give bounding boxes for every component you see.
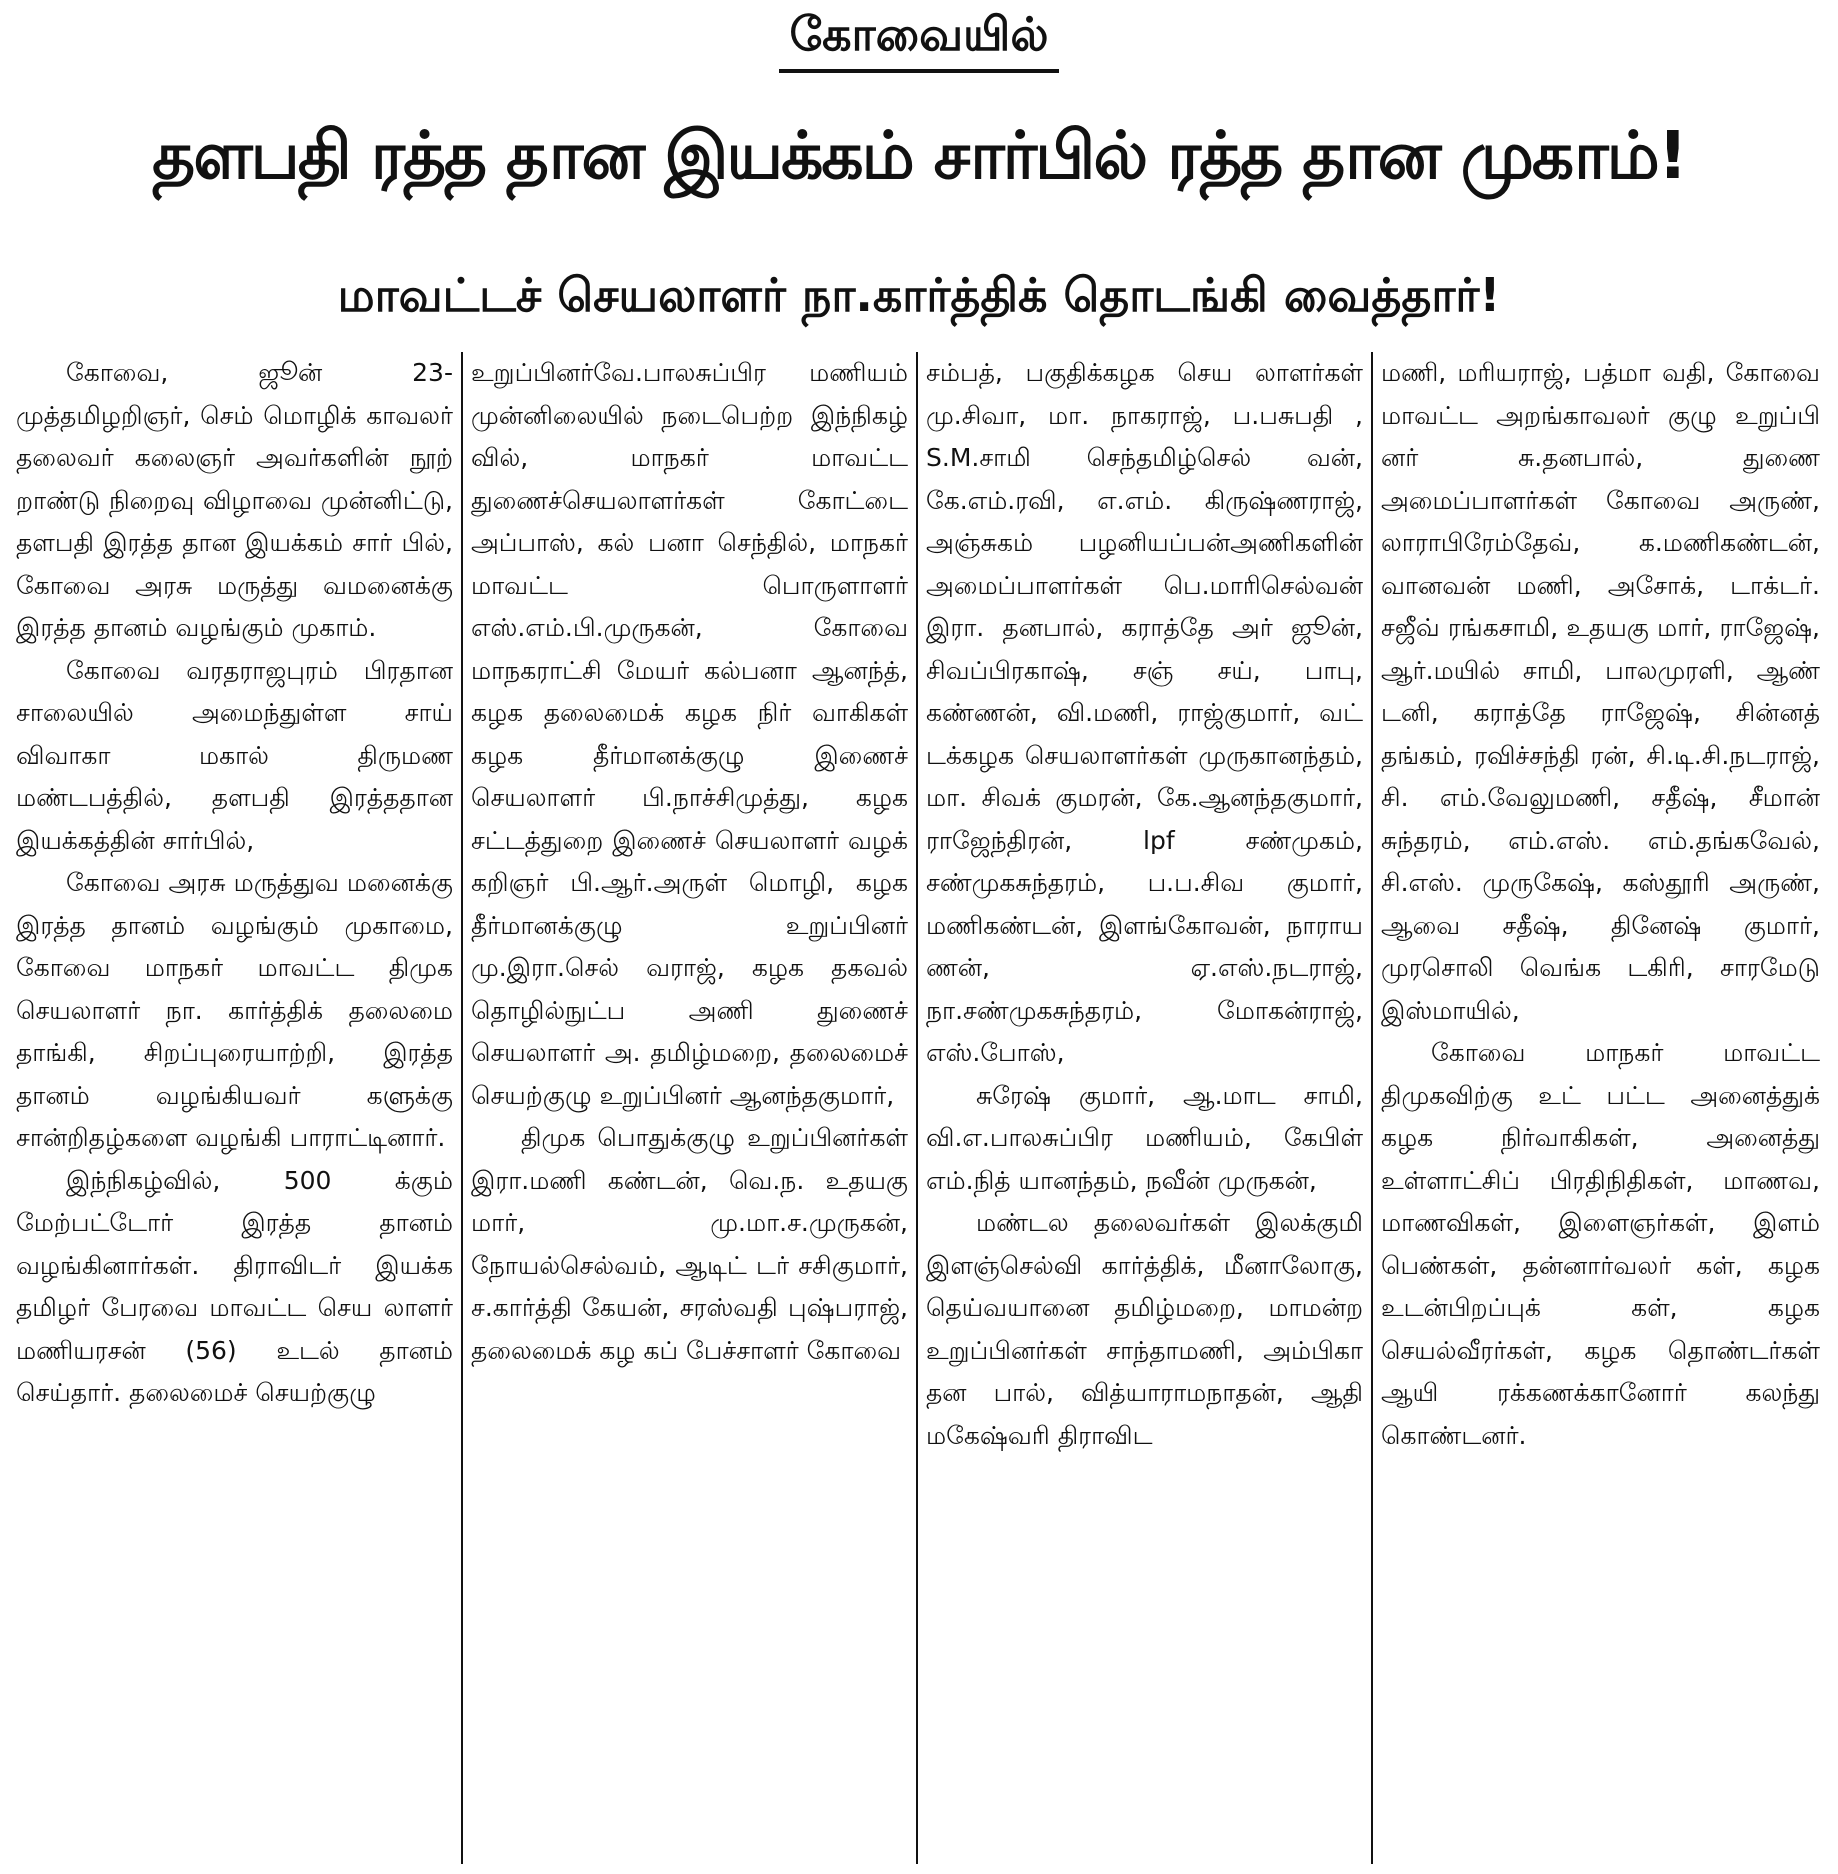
column-4 xyxy=(1373,352,1828,1864)
paragraph: மணி, மரியராஜ், பத்மா வதி, கோவை மாவட்ட அறங்காவலர் குழு உறுப்பி னர் சு.தனபால், துணை அமைப்பாளர்கள் கோவை அருண், லாராபிரேம்தேவ், க.மணிகண்டன், வானவன் மணி, அசோக், டாக்டர். சஜீவ் ரங்கசாமி, உதயகு மார், ராஜேஷ், ஆர்.மயில் சாமி, பாலமுரளி, ஆண் டனி, கராத்தே ராஜேஷ், சின்னத் தங்கம், ரவிச்சந்தி ரன், சி.டி.சி.நடராஜ், சி. எம்.வேலுமணி, சதீஷ், சீமான் சுந்தரம், எம்.எஸ். எம்.தங்கவேல், சி.எஸ். முருகேஷ், கஸ்தூரி அருண், ஆவை சதீஷ், தினேஷ் குமார், முரசொலி வெங்க டகிரி, சாரமேடு இஸ்மாயில், xyxy=(1381,358,1820,1025)
paragraph: இந்நிகழ்வில், 500 க்கும் மேற்பட்டோர் இரத்த தானம் வழங்கினார்கள். திராவிடர் இயக்க தமிழர் பேரவை மாவட்ட செய லாளர் மணியரசன் (56) உடல் தானம் செய்தார். தலைமைச் செயற்குழு xyxy=(16,1165,453,1407)
article-body xyxy=(8,352,1830,1864)
paragraph: மண்டல தலைவர்கள் இலக்குமி இளஞ்செல்வி கார்த்திக், மீனாலோகு, தெய்வயானை தமிழ்மறை, மாமன்ற உறுப்பினர்கள் சாந்தாமணி, அம்பிகா தன பால், வித்யாராமநாதன், ஆதி மகேஷ்வரி திராவிட xyxy=(926,1208,1363,1450)
paragraph: சுரேஷ் குமார், ஆ.மாட சாமி, வி.எ.பாலசுப்பிர மணியம், கேபிள் எம்.நித் யானந்தம், நவீன் முருகன், xyxy=(926,1080,1363,1195)
paragraph: சம்பத், பகுதிக்கழக செய லாளர்கள் மு.சிவா, மா. நாகராஜ், ப.பசுபதி , S.M.சாமி செந்தமிழ்செல் வன், கே.எம்.ரவி, எ.எம். கிருஷ்ணராஜ், அஞ்சுகம் பழனியப்பன்அணிகளின் அமைப்பாளர்கள் பெ.மாரிசெல்வன் இரா. தனபால், கராத்தே அர் ஜூன், சிவப்பிரகாஷ், சஞ் சய், பாபு, கண்ணன், வி.மணி, ராஜ்குமார், வட் டக்கழக செயலாளர்கள் முருகானந்தம், மா. சிவக் குமரன், கே.ஆனந்தகுமார், ராஜேந்திரன், lpf சண்முகம், சண்முகசுந்தரம், ப.ப.சிவ குமார், மணிகண்டன், இளங்கோவன், நாராய ணன், ஏ.எஸ்.நடராஜ், நா.சண்முகசுந்தரம், மோகன்ராஜ், எஸ்.போஸ், xyxy=(926,358,1363,1067)
column-2 xyxy=(463,352,918,1864)
paragraph: கோவை அரசு மருத்துவ மனைக்கு இரத்த தானம் வழங்கும் முகாமை, கோவை மாநகர் மாவட்ட திமுக செயலாளர் நா. கார்த்திக் தலைமை தாங்கி, சிறப்புரையாற்றி, இரத்த தானம் வழங்கியவர் களுக்கு சான்றிதழ்களை வழங்கி பாராட்டினார். xyxy=(16,868,453,1152)
column-3 xyxy=(918,352,1373,1864)
paragraph: திமுக பொதுக்குழு உறுப்பினர்கள் இரா.மணி கண்டன், வெ.ந. உதயகு மார், மு.மா.ச.முருகன், நோயல்செல்வம், ஆடிட் டர் சசிகுமார், ச.கார்த்தி கேயன், சரஸ்வதி புஷ்பராஜ், தலைமைக் கழ கப் பேச்சாளர் கோவை xyxy=(471,1123,908,1365)
subheadline: மாவட்டச் செயலாளர் நா.கார்த்திக் தொடங்கி வைத்தார்! xyxy=(337,268,1501,322)
paragraph: கோவை, ஜூன் 23- முத்தமிழறிஞர், செம் மொழிக் காவலர் தலைவர் கலைஞர் அவர்களின் நூற் றாண்டு நிறைவு விழாவை முன்னிட்டு, தளபதி இரத்த தான இயக்கம் சார் பில், கோவை அரசு மருத்து வமனைக்கு இரத்த தானம் வழங்கும் முகாம். xyxy=(16,358,453,642)
column-1 xyxy=(8,352,463,1864)
paragraph: உறுப்பினர்வே.பாலசுப்பிர மணியம் முன்னிலையில் நடைபெற்ற இந்நிகழ் வில், மாநகர் மாவட்ட துணைச்செயலாளர்கள் கோட்டை அப்பாஸ், கல் பனா செந்தில், மாநகர் மாவட்ட பொருளாளர் எஸ்.எம்.பி.முருகன், கோவை மாநகராட்சி மேயர் கல்பனா ஆனந்த், கழக தலைமைக் கழக நிர் வாகிகள் கழக தீர்மானக்குழு இணைச் செயலாளர் பி.நாச்சிமுத்து, கழக சட்டத்துறை இணைச் செயலாளர் வழக் கறிஞர் பி.ஆர்.அருள் மொழி, கழக தீர்மானக்குழு உறுப்பினர் மு.இரா.செல் வராஜ், கழக தகவல் தொழில்நுட்ப அணி துணைச் செயலாளர் அ. தமிழ்மறை, தலைமைச் செயற்குழு உறுப்பினர் ஆனந்தகுமார், xyxy=(471,358,908,1110)
paragraph: கோவை வரதராஜபுரம் பிரதான சாலையில் அமைந்துள்ள சாய் விவாகா மகால் திருமண மண்டபத்தில், தளபதி இரத்ததான இயக்கத்தின் சார்பில், xyxy=(16,655,453,855)
headline: தளபதி ரத்த தான இயக்கம் சார்பில் ரத்த தான முகாம்! xyxy=(152,117,1686,194)
kicker-label: கோவையில் xyxy=(779,8,1058,73)
paragraph: கோவை மாநகர் மாவட்ட திமுகவிற்கு உட் பட்ட அனைத்துக் கழக நிர்வாகிகள், அனைத்து உள்ளாட்சிப் பிரதிநிதிகள், மாணவ, மாணவிகள், இளைஞர்கள், இளம் பெண்கள், தன்னார்வலர் கள், கழக உடன்பிறப்புக் கள், கழக செயல்வீரர்கள், கழக தொண்டர்கள் ஆயி ரக்கணக்கானோர் கலந்து கொண்டனர். xyxy=(1381,1038,1820,1450)
